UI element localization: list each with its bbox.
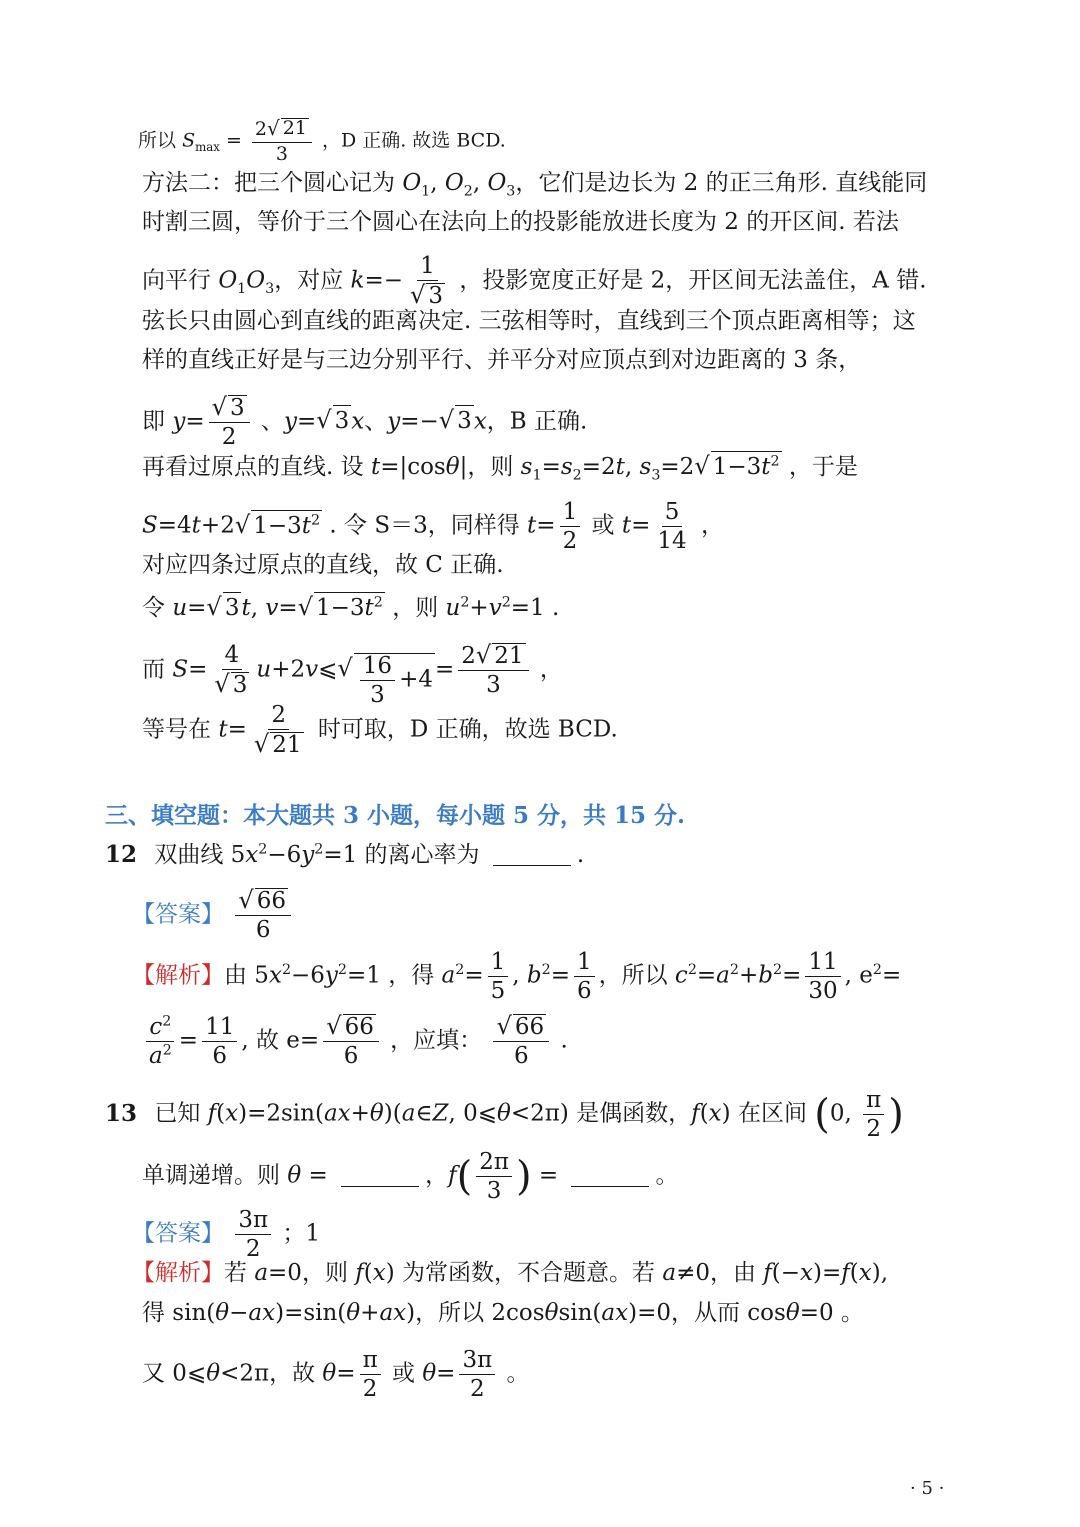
answer-tag: 【答案】 [132,1220,224,1247]
fraction: $\frac{1}{2}$ [560,500,581,553]
fraction: 4 √ 3 [214,642,248,699]
fraction: $\frac{1}{6}$ [574,950,595,1003]
method2-line1: 方法二：把三个圆心记为 $O_1$, $O_2$, $O_3$，它们是边长为 2 的正三角形. 直线能同 [142,170,928,200]
method2-line4: 弦长只由圆心到直线的距离决定. 三弦相等时，直线到三个顶点距离相等；这 [142,308,916,334]
method2-line12: 等号在 t= 2 √ 21 时可取，D 正确，故选 BCD. [142,702,618,759]
page-number: · 5 · [910,1478,945,1499]
fraction: $\frac{c^2}{a^2}$ [146,1015,175,1068]
fraction: √ 66 6 [323,1014,379,1069]
q12-answer [132,888,295,943]
fraction: $\frac{16}{3}$ [360,654,395,707]
fraction: $\frac{11}{6}$ [202,1015,237,1068]
analysis-tag: 【解析】 [132,962,224,989]
fraction: √ 3 2 [209,395,250,450]
answer-blank [571,1186,649,1187]
section-heading: 三、填空题：本大题共 3 小题，每小题 5 分，共 15 分. [105,802,686,829]
method2-line6: 即 y= √ 3 2 、y= √ 3 x、y=− √ 3 x，B 正确. [142,393,588,451]
fraction: √ 66 6 [235,888,291,943]
fraction: $\frac{5}{14}$ [657,499,687,555]
fraction: $\frac{\pi}{2}$ [360,1348,381,1401]
q13-answer: 【答案】 $\frac{3\pi}{2}$ ；1 [132,1207,321,1263]
fraction: $\frac{1}{5}$ [488,950,509,1003]
q13-stem-2: 单调递增。则 θ = ，f( $\frac{2\pi}{3}$ ) = 。 [142,1149,679,1205]
method2-line11: 而 S= 4 √ 3 u+2v⩽ √ $\frac{16}{3}$ +4 = 2 √ 21 3 ， [142,641,563,709]
fraction: 1 √ 3 [409,253,444,310]
question-number: 13 [105,1099,138,1127]
method2-line2: 时割三圆，等价于三个圆心在法向上的投影能放进长度为 2 的开区间. 若法 [142,209,899,235]
question-number: 12 [105,841,138,868]
fraction: $\frac{2\pi}{3}$ [476,1150,512,1203]
fraction: $\frac{\pi}{2}$ [863,1088,884,1141]
q13-analysis-3: 又 0⩽θ<2π，故 θ= $\frac{\pi}{2}$ 或 θ= $\frac{3\pi}{2}$ 。 [142,1347,530,1403]
method2-line5: 样的直线正好是与三边分别平行、并平分对应顶点到对边距离的 3 条， [142,347,862,373]
q12-analysis-1: 【解析】由 $5x^2-6y^2=1$ ，得 $a^2=$ $\frac{1}{5}$ , $b^2=$ $\frac{1}{6}$ ，所以 $c^2=a^2+b^2=$ $\frac{11}{30}$ , $e^2=$ [132,949,902,1005]
q12-stem: 12 双曲线 $5x^2-6y^2=1$ 的离心率为 . [105,841,585,868]
q13-analysis-1: 【解析】若 a=0，则 f(x) 为常函数，不合题意。若 a≠0，由 f(−x)=f(x), [132,1260,889,1286]
fraction: 2 √ 21 [253,702,302,759]
fraction: $\frac{3\pi}{2}$ [459,1348,495,1401]
answer-blank [493,865,571,866]
answer-tag: 【答案】 [132,901,224,928]
method2-line10: 令 u= √ 3 t, v= √ $1-3t^2$ ，则 $u^2+v^2=1$ . [142,593,560,621]
method2-line7: 再看过原点的直线. 设 t=|cosθ|，则 $s_1=s_2=2t$, $s_3=2$ √ $1-3t^2$ ，于是 [142,452,858,484]
fraction: $\frac{3\pi}{2}$ [235,1208,271,1261]
method2-line9: 对应四条过原点的直线，故 C 正确. [142,552,504,578]
method2-line8: S=4t+2 √ $1-3t^2$ . 令 S＝3，同样得 t= $\frac{1}{2}$ 或 t= $\frac{5}{14}$ ， [142,499,724,555]
answer-blank [341,1186,419,1187]
analysis-tag: 【解析】 [132,1260,224,1286]
line-smax: 所以 $S_{max}$ = 2 √ 21 3 ，D 正确. 故选 BCD. [138,116,506,165]
fraction: 2 √ 21 3 [458,643,528,698]
method2-line3: 向平行 $O_1O_3$，对应 k=− 1 √ 3 ，投影宽度正好是 2，开区间无法盖住，A 错. [142,253,927,310]
q13-stem-1: 13 已知 f(x)=2sin(ax+θ)(a∈Z, 0⩽θ<2π) 是偶函数，f(x) 在区间 (0, $\frac{\pi}{2}$ ) [105,1087,904,1143]
q13-analysis-2: 得 sin(θ−ax)=sin(θ+ax)，所以 2cosθsin(ax)=0，从而 cosθ=0 。 [142,1300,864,1326]
fraction: $\frac{11}{30}$ [805,950,840,1003]
fraction: 2 √ 21 3 [252,118,312,165]
q12-analysis-2: $\frac{c^2}{a^2}$ = $\frac{11}{6}$ , 故 e= √ 66 6 ，应填： √ 66 6 . [142,1014,568,1069]
fraction: √ 66 6 [493,1014,549,1069]
